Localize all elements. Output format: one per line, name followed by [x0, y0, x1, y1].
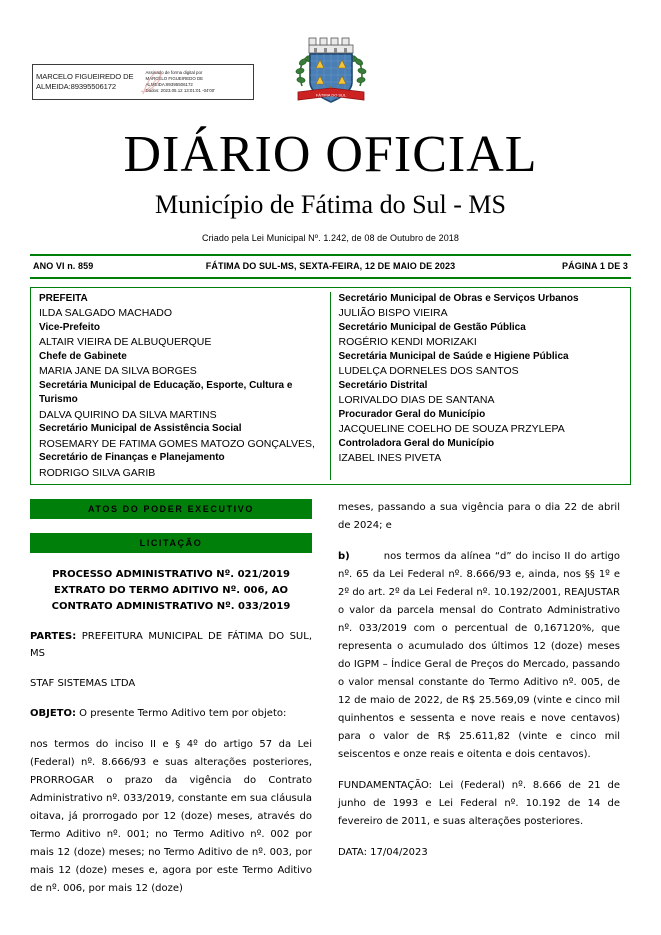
official-role: Secretário Distrital [338, 379, 428, 391]
official-name: JACQUELINE COELHO DE SOUZA PRZYLEPA [338, 423, 565, 436]
official-role: Secretária Municipal de Educação, Esporte, Cultura e Turismo [39, 379, 293, 406]
official-name: IZABEL INES PIVETA [338, 452, 442, 465]
official-name: JULIÃO BISPO VIEIRA [338, 307, 448, 320]
objeto-paragraph [30, 705, 312, 723]
official-name: RODRIGO SILVA GARIB [39, 466, 156, 479]
objeto-body-paragraph: nos termos do inciso II e § 4º do artigo 57 da Lei (Federal) nº. 8.666/93 e suas alterações posteriores, PRORROGAR o prazo da vigência do Contrato Administrativo nº. 033/2019, constante em sua cláusula oitava, já prorrogado por 12 (doze) meses, através do Termo Aditivo nº. 001; no Termo Aditivo nº. 002 por mais 12 (doze) meses; no Termo Aditivo de nº. 003, por mais 12 (doze) meses e, agora por este Termo Aditivo de nº. 006, por mais 12 (doze) [30, 739, 312, 895]
svg-text:FÁTIMA DO SUL: FÁTIMA DO SUL [315, 92, 346, 98]
objeto-label: OBJETO: [30, 708, 76, 720]
body-column-right [338, 499, 620, 898]
signature-meta-line3: ALMEIDA:89395506172 [145, 82, 193, 87]
objeto-text: O presente Termo Aditivo tem por objeto: [76, 708, 287, 720]
body-columns [30, 499, 631, 898]
officials-box [30, 287, 631, 486]
page-title: DIÁRIO OFICIAL [123, 126, 538, 183]
notice-heading [30, 567, 312, 615]
issue-number: ANO VI n. 859 [33, 261, 94, 272]
issue-info-bar [30, 254, 631, 279]
signature-metadata [144, 70, 254, 94]
signature-name [33, 72, 144, 92]
official-name: LORIVALDO DIAS DE SANTANA [338, 394, 495, 407]
item-b-label: b) [338, 551, 350, 563]
official-role: Secretário de Finanças e Planejamento [39, 452, 225, 464]
officials-column-left [31, 292, 331, 481]
official-role: Secretário Municipal de Gestão Pública [338, 321, 526, 333]
signature-meta-line2: MARCELO FIGUEIREDO DE [145, 76, 204, 81]
signature-meta-line4: Dados: 2023.05.12 13:01:01 -04'00' [145, 88, 216, 93]
creation-law-line: Criado pela Lei Municipal Nº. 1.242, de 08 de Outubro de 2018 [201, 232, 460, 243]
section-banner-bidding: LICITAÇÃO [30, 533, 312, 553]
issue-place-date: FÁTIMA DO SUL-MS, SEXTA-FEIRA, 12 DE MAIO DE 2023 [205, 261, 456, 272]
official-role: Secretária Municipal de Saúde e Higiene Pública [338, 350, 569, 362]
signature-name-line1: MARCELO FIGUEIREDO DE [36, 72, 134, 81]
official-role: PREFEITA [39, 292, 88, 304]
signature-name-line2: ALMEIDA:89395506172 [36, 82, 117, 91]
item-b-text: nos termos da alínea “d” do inciso II do artigo nº. 65 da Lei Federal nº. 8.666/93 e, ainda, nos §§ 1º e 2º do art. 2º da Lei Federal nº. 10.192/2001, REAJUSTAR o valor da parcela mensal do Contrato Administrativo nº. 033/2019 com o percentual de 0,167120%, que representa o acumulado dos últimos 12 (doze) meses do IGPM – Índice Geral de Preços do Mercado, passando o valor mensal constante do Termo Aditivo nº. 005, de 12 de maio de 2022, de R$ 25.569,09 (vinte e cinco mil quinhentos e sessenta e nove reais e nove centavos) para o valor de R$ 25.611,82 (vinte e cinco mil seiscentos e onze reais e oitenta e dois centavos). [338, 551, 620, 761]
signature-meta-line1: Assinado de forma digital por [145, 70, 203, 75]
official-role: Controladora Geral do Município [338, 437, 495, 449]
official-name: LUDELÇA DORNELES DOS SANTOS [338, 365, 519, 378]
fundamentacao-paragraph: FUNDAMENTAÇÃO: Lei (Federal) nº. 8.666 de 21 de junho de 1993 e Lei Federal nº. 10.192 de 14 de fevereiro de 2011, e suas alterações posteriores. [338, 780, 620, 828]
item-b-paragraph [338, 548, 620, 764]
official-role: Procurador Geral do Município [338, 408, 486, 420]
page-indicator: PÁGINA 1 DE 3 [562, 261, 629, 272]
section-banner-executive: ATOS DO PODER EXECUTIVO [30, 499, 312, 519]
official-name: ROSEMARY DE FATIMA GOMES MATOZO GONÇALVES, [39, 437, 315, 450]
official-role: Chefe de Gabinete [39, 350, 127, 362]
official-name: ALTAIR VIEIRA DE ALBUQUERQUE [39, 336, 212, 349]
digital-signature-box [32, 64, 254, 100]
partes-second-party: STAF SISTEMAS LTDA [30, 678, 136, 690]
notice-heading-line1: PROCESSO ADMINISTRATIVO Nº. 021/2019 [52, 569, 290, 581]
official-name: DALVA QUIRINO DA SILVA MARTINS [39, 408, 217, 421]
partes-label: PARTES: [30, 631, 77, 643]
officials-column-right [331, 292, 631, 481]
notice-heading-line2: EXTRATO DO TERMO ADITIVO Nº. 006, AO [54, 585, 288, 597]
official-role: Secretário Municipal de Assistência Social [39, 423, 242, 435]
data-paragraph: DATA: 17/04/2023 [338, 847, 428, 859]
notice-heading-line3: CONTRATO ADMINISTRATIVO Nº. 033/2019 [51, 601, 291, 613]
official-role: Vice-Prefeito [39, 321, 100, 333]
coat-of-arms-icon [294, 30, 368, 114]
official-name: ROGÉRIO KENDI MORIZAKI [338, 336, 477, 349]
official-name: MARIA JANE DA SILVA BORGES [39, 365, 197, 378]
official-role: Secretário Municipal de Obras e Serviços Urbanos [338, 292, 579, 304]
partes-text: PREFEITURA MUNICIPAL DE FÁTIMA DO SUL, MS [30, 631, 312, 660]
body-column-left [30, 499, 312, 898]
partes-paragraph [30, 628, 312, 662]
masthead [0, 0, 661, 122]
continuation-paragraph: meses, passando a sua vigência para o dia 22 de abril de 2024; e [338, 502, 620, 532]
page-subtitle: Município de Fátima do Sul - MS [155, 189, 506, 219]
official-name: ILDA SALGADO MACHADO [39, 307, 173, 320]
